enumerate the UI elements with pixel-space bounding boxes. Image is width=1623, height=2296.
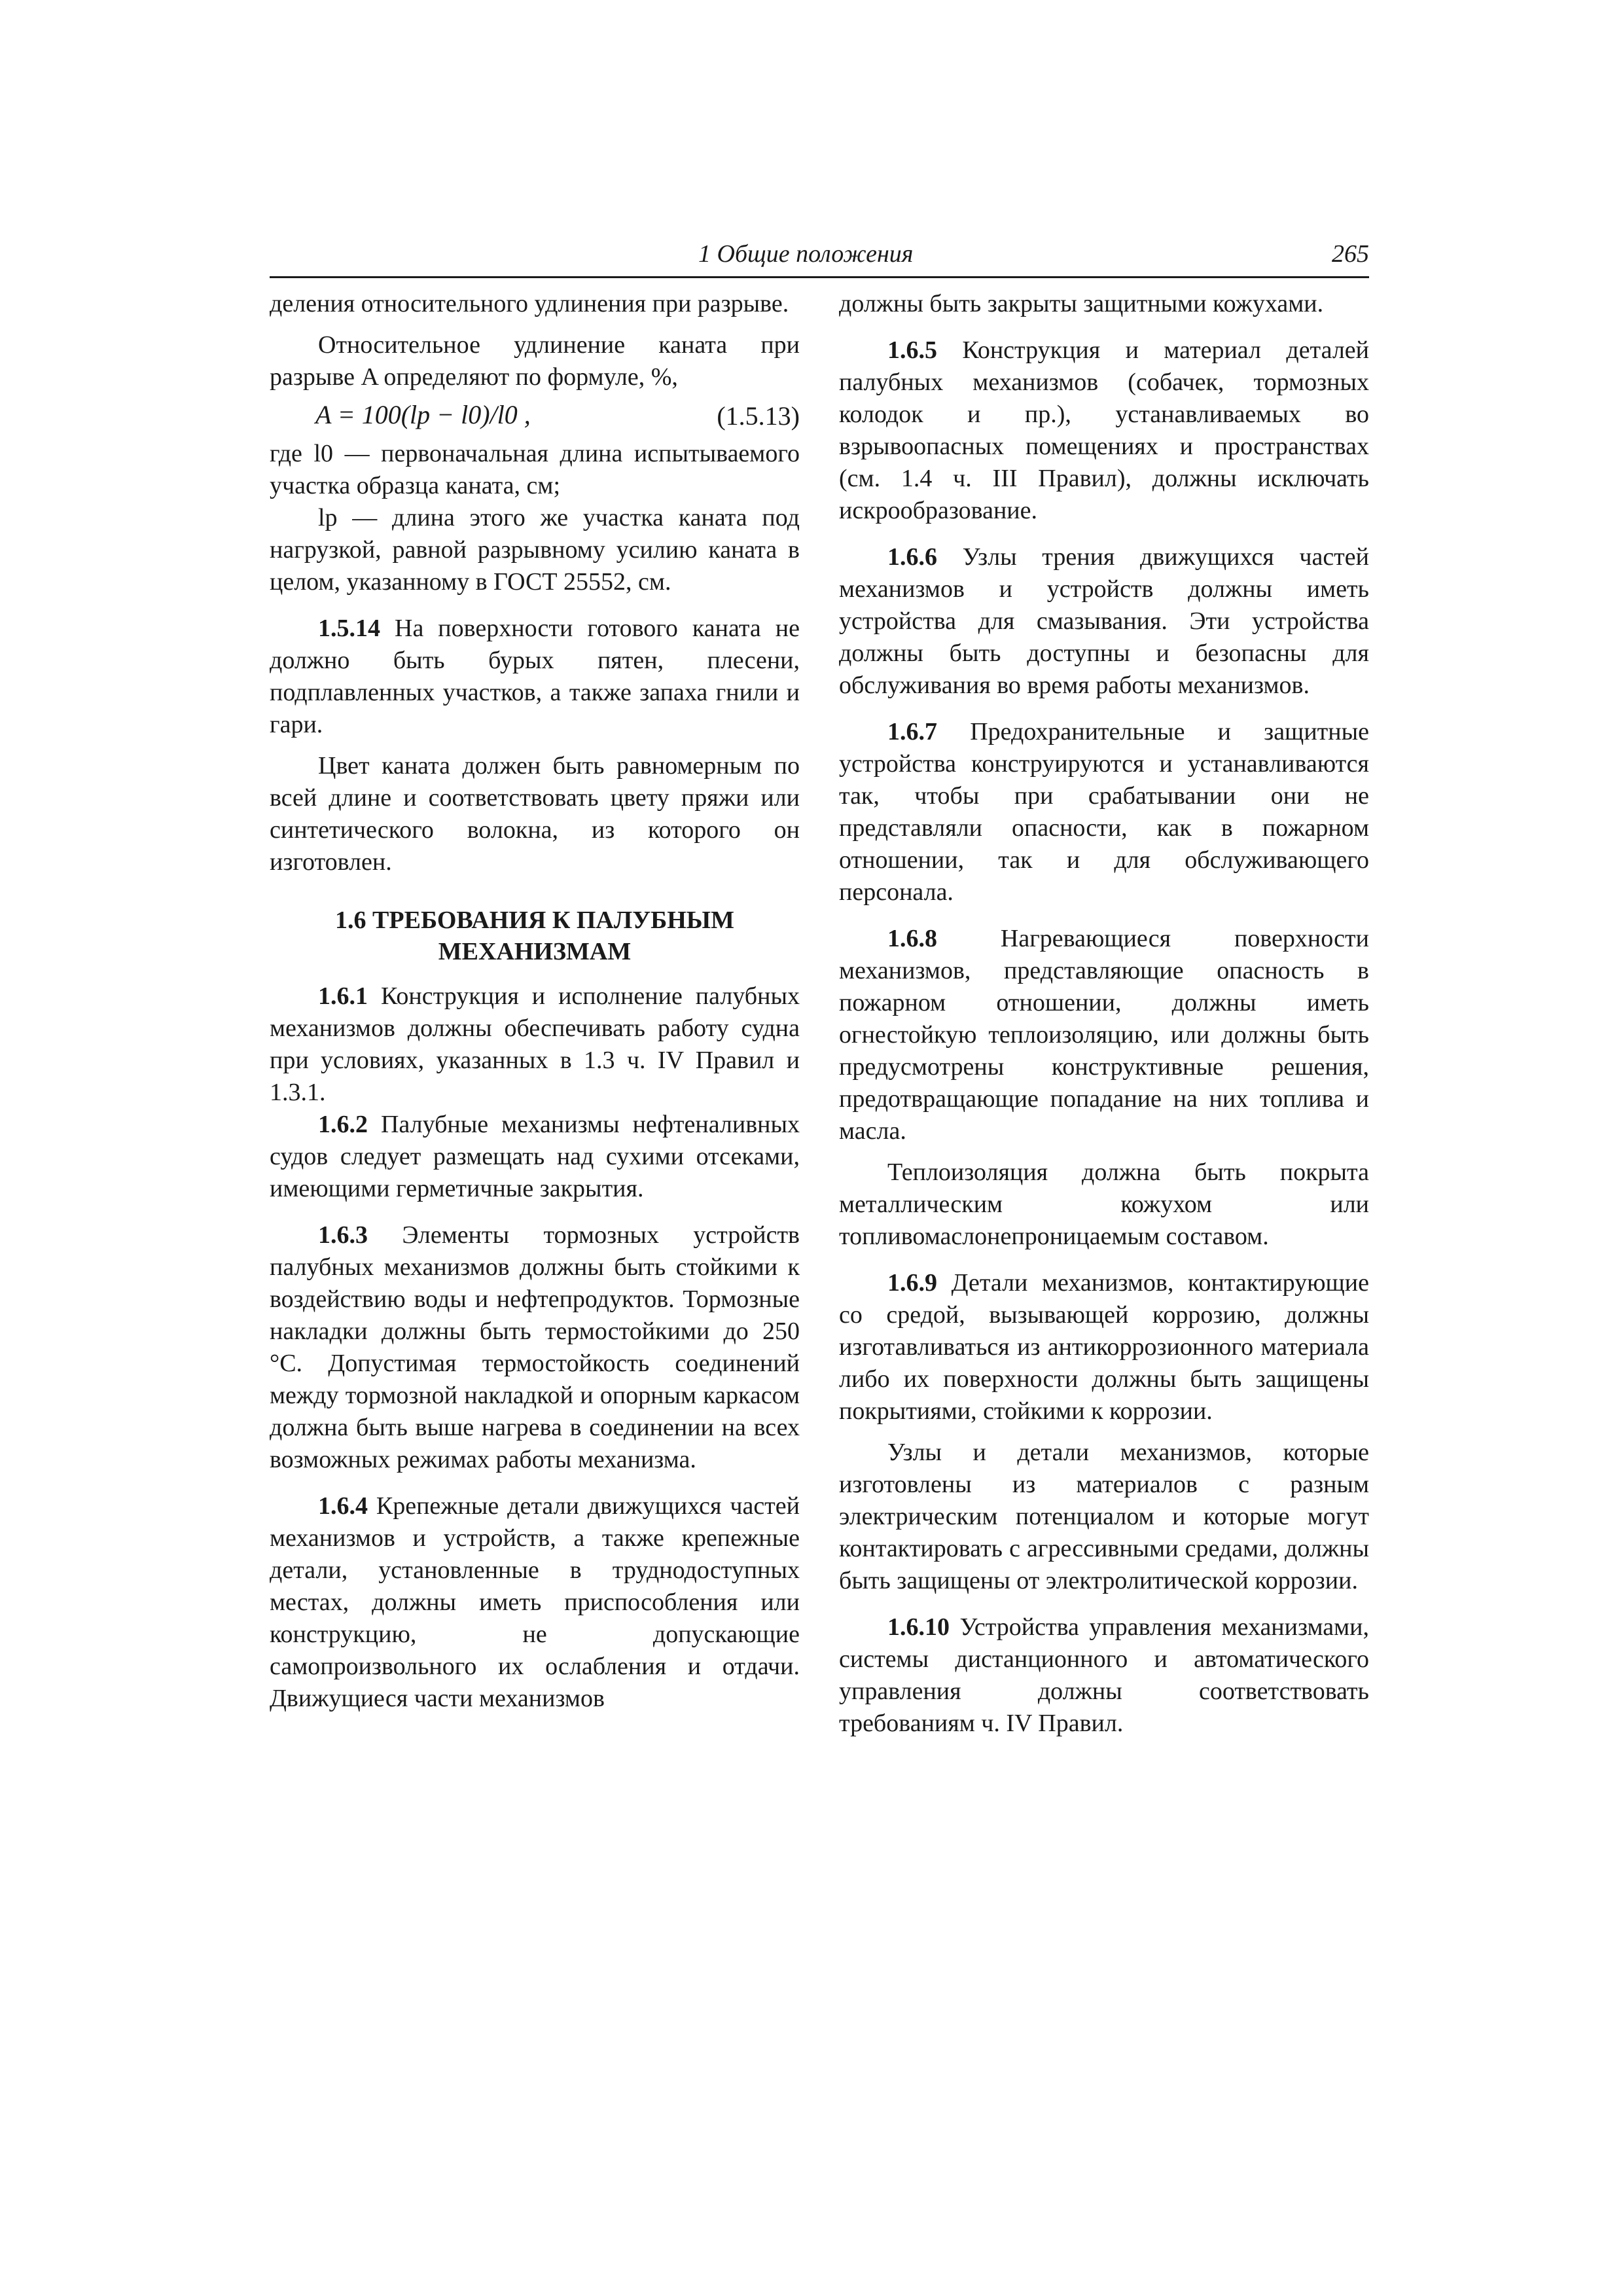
formula-number: (1.5.13) xyxy=(717,401,800,431)
clause-number: 1.6.7 xyxy=(887,718,937,745)
paragraph-1-6-4 xyxy=(270,1490,800,1715)
paragraph-1-6-7 xyxy=(839,716,1369,908)
paragraph-1-6-8 xyxy=(839,923,1369,1147)
clause-text: На поверхности готового каната не должно быть бурых пятен, плесени, подплавленных участков, а также запаха гнили и гари. xyxy=(270,615,800,738)
section-title-line: МЕХАНИЗМАМ xyxy=(438,938,632,965)
clause-text: Предохранительные и защитные устройства конструируются и устанавливаются так, чтобы при срабатывании они не представляли опасности, как в пожарном отношении, так и для обслуживающего персонала. xyxy=(839,718,1369,906)
clause-text: Крепежные детали движущихся частей механизмов и устройств, а также крепежные детали, установленные в труднодоступных местах, должны иметь приспособления или конструкцию, не допускающие самопроизвольного их ослабления и отдачи. Движущиеся части механизмов xyxy=(270,1492,800,1712)
paragraph: Теплоизоляция должна быть покрыта металлическим кожухом или топливомаслонепроницаемым составом. xyxy=(839,1158,1369,1250)
formula-definition: где l0 — первоначальная длина испытываемого участка образца каната, см; xyxy=(270,440,800,499)
paragraph-1-6-2 xyxy=(270,1109,800,1205)
paragraph: Узлы и детали механизмов, которые изготовлены из материалов с разным электрическим потенциалом и которые могут контактировать с агрессивными средами, должны быть защищены от электролитической коррозии. xyxy=(839,1439,1369,1594)
clause-text: Нагревающиеся поверхности механизмов, представляющие опасность в пожарном отношении, должны иметь огнестойкую теплоизоляцию, или должны быть предусмотрены конструктивные решения, предотвращающие попадание на них топлива и масла. xyxy=(839,925,1369,1145)
clause-number: 1.6.9 xyxy=(887,1269,937,1297)
clause-text: Конструкция и материал деталей палубных механизмов (собачек, тормозных колодок и пр.), устанавливаемых во взрывоопасных помещениях и пространствах (см. 1.4 ч. III Правил), должны исключать искрообразование. xyxy=(839,336,1369,524)
paragraph-1-6-5 xyxy=(839,334,1369,527)
clause-text: Устройства управления механизмами, системы дистанционного и автоматического управления должны соответствовать требованиям ч. IV Правил. xyxy=(839,1613,1369,1737)
page-number: 265 xyxy=(1332,240,1369,268)
left-column xyxy=(270,288,800,1715)
paragraph-1-6-1 xyxy=(270,980,800,1109)
section-title xyxy=(270,905,800,967)
paragraph-1-6-10 xyxy=(839,1611,1369,1740)
running-header xyxy=(270,236,1369,278)
paragraph-1-6-6 xyxy=(839,541,1369,702)
paragraph: деления относительного удлинения при разрыве. xyxy=(270,290,789,317)
paragraph-1-6-9 xyxy=(839,1267,1369,1427)
clause-number: 1.6.5 xyxy=(887,336,937,364)
clause-text: Детали механизмов, контактирующие со средой, вызывающей коррозию, должны изготавливаться из антикоррозионного материала либо их поверхности должны быть защищены покрытиями, стойкими к коррозии. xyxy=(839,1269,1369,1425)
clause-number: 1.6.1 xyxy=(318,982,368,1010)
clause-number: 1.6.6 xyxy=(887,543,937,571)
clause-number: 1.6.2 xyxy=(318,1111,368,1138)
clause-text: Узлы трения движущихся частей механизмов и устройств должны иметь устройства для смазывания. Эти устройства должны быть доступны и безопасны для обслуживания во время работы механизмов. xyxy=(839,543,1369,699)
chapter-title: 1 Общие положения xyxy=(698,240,914,268)
paragraph: Цвет каната должен быть равномерным по всей длине и соответствовать цвету пряжи или синтетического волокна, из которого он изготовлен. xyxy=(270,752,800,876)
paragraph-1-6-3 xyxy=(270,1219,800,1476)
formula-1-5-13 xyxy=(270,396,800,435)
clause-number: 1.6.4 xyxy=(318,1492,368,1520)
clause-number: 1.6.3 xyxy=(318,1221,368,1249)
section-title-line: 1.6 ТРЕБОВАНИЯ К ПАЛУБНЫМ xyxy=(335,906,734,934)
paragraph: должны быть закрыты защитными кожухами. xyxy=(839,290,1324,317)
paragraph: Относительное удлинение каната при разрыве A определяют по формуле, %, xyxy=(270,331,800,391)
formula-expression: A = 100(lр − l0)/l0 , xyxy=(315,400,531,429)
clause-text: Элементы тормозных устройств палубных механизмов должны быть стойкими к воздействию воды и нефтепродуктов. Тормозные накладки должны быть термостойкими до 250 °С. Допустимая термостойкость соединений между тормозной накладкой и опорным каркасом должна быть выше нагрева в соединении на всех возможных режимах работы механизма. xyxy=(270,1221,800,1473)
clause-number: 1.5.14 xyxy=(318,615,380,642)
clause-number: 1.6.8 xyxy=(887,925,937,952)
clause-number: 1.6.10 xyxy=(887,1613,950,1641)
clause-text: Палубные механизмы нефтеналивных судов следует размещать над сухими отсеками, имеющими герметичные закрытия. xyxy=(270,1111,800,1202)
formula-definition: lр — длина этого же участка каната под нагрузкой, равной разрывному усилию каната в целом, указанному в ГОСТ 25552, см. xyxy=(270,504,800,596)
paragraph-1-5-14 xyxy=(270,613,800,741)
right-column xyxy=(839,288,1369,1740)
clause-text: Конструкция и исполнение палубных механизмов должны обеспечивать работу судна при условиях, указанных в 1.3 ч. IV Правил и 1.3.1. xyxy=(270,982,800,1106)
